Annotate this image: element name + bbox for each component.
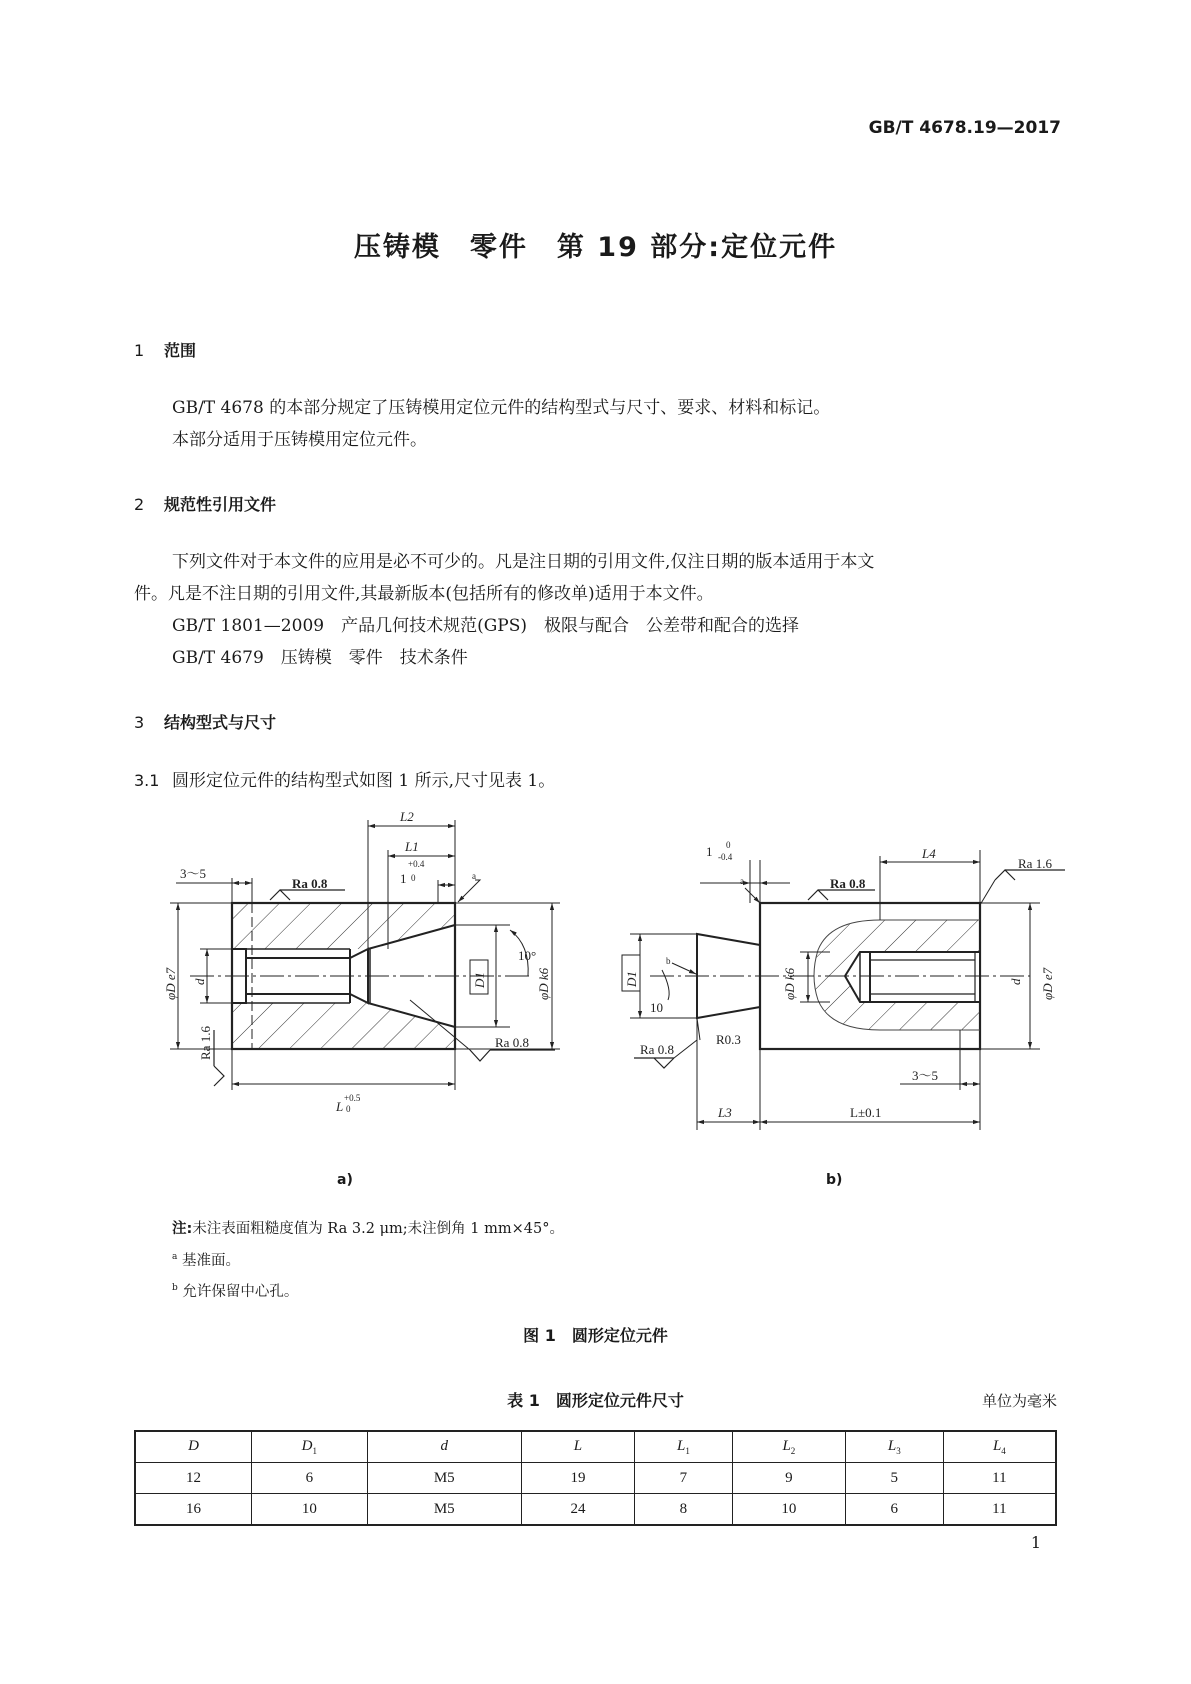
tolerance-label: +0.4: [408, 859, 425, 869]
section-title: 结构型式与尺寸: [164, 713, 277, 732]
table-cell: 11: [943, 1463, 1056, 1494]
section-title: 规范性引用文件: [164, 495, 277, 514]
column-header: $L_4$: [943, 1431, 1056, 1463]
tolerance-label: 0: [411, 873, 416, 883]
footnote-a: [172, 1249, 240, 1270]
paragraph: GB/T 4678 的本部分规定了压铸模用定位元件的结构型式与尺寸、要求、材料和标记。: [172, 398, 831, 418]
standard-code: GB/T 4678.19—2017: [868, 118, 1061, 138]
column-header: $D_1$: [252, 1431, 367, 1463]
table-header-row: [135, 1431, 1056, 1463]
page-title: 压铸模 零件 第 19 部分:定位元件: [353, 232, 838, 263]
paragraph: 下列文件对于本文件的应用是必不可少的。凡是注日期的引用文件,仅注日期的版本适用于本文: [172, 552, 875, 572]
column-header: D: [135, 1431, 252, 1463]
figure-caption: 图 1 圆形定位元件: [523, 1326, 668, 1345]
table-cell: 10: [732, 1494, 845, 1526]
dim-label: R0.3: [716, 1032, 741, 1047]
footnote-mark: b: [172, 1283, 178, 1294]
table-row: [135, 1494, 1056, 1526]
roughness-label: Ra 1.6: [1018, 856, 1052, 871]
table-unit: 单位为毫米: [981, 1392, 1057, 1410]
column-header: $L_3$: [845, 1431, 943, 1463]
table-cell: 24: [521, 1494, 634, 1526]
note-text: 未注表面粗糙度值为 Ra 3.2 μm;未注倒角 1 mm×45°。: [192, 1221, 564, 1237]
dim-label: φD e7: [1040, 967, 1055, 1000]
roughness-label: Ra 0.8: [830, 876, 866, 891]
table-cell: M5: [367, 1494, 521, 1526]
dim-label: d: [192, 978, 207, 985]
roughness-label: Ra 1.6: [198, 1026, 213, 1060]
reference-item: GB/T 1801—2009 产品几何技术规范(GPS) 极限与配合 公差带和配合的选择: [172, 616, 799, 636]
table-cell: 9: [732, 1463, 845, 1494]
section-title: 范围: [164, 341, 197, 360]
dim-label: L1: [405, 839, 419, 854]
dim-label: L: [336, 1099, 344, 1114]
roughness-label: Ra 0.8: [495, 1035, 529, 1050]
section-3-heading: [134, 710, 276, 733]
footnote-text: 允许保留中心孔。: [182, 1284, 299, 1300]
column-header: L: [521, 1431, 634, 1463]
section-number: 3: [134, 713, 145, 732]
clause-3-1: [134, 764, 555, 798]
section-number: 1: [134, 341, 145, 360]
figure-b-label: b): [826, 1172, 843, 1188]
section-number: 2: [134, 495, 145, 514]
paragraph: 本部分适用于压铸模用定位元件。: [172, 430, 427, 450]
column-header: $L_1$: [635, 1431, 733, 1463]
center-hole-mark: b: [666, 956, 671, 966]
datum-mark: a: [740, 876, 744, 886]
dim-label: d: [1008, 978, 1023, 985]
dim-label: L±0.1: [850, 1105, 882, 1120]
dim-label: φD e7: [163, 967, 178, 1000]
dim-label: L3: [718, 1105, 732, 1120]
table-cell: M5: [367, 1463, 521, 1494]
dim-label: φD k6: [536, 967, 551, 1000]
table-caption: 表 1 圆形定位元件尺寸: [507, 1391, 684, 1410]
reference-item: GB/T 4679 压铸模 零件 技术条件: [172, 648, 468, 668]
tolerance-label: -0.4: [718, 852, 733, 862]
angle-label: 10°: [518, 948, 537, 963]
angle-label: 10: [650, 1000, 663, 1015]
figure-a-label: a): [337, 1172, 353, 1188]
section-1-heading: [134, 338, 196, 361]
page-number: 1: [1030, 1533, 1041, 1552]
column-header: $L_2$: [732, 1431, 845, 1463]
roughness-label: Ra 0.8: [640, 1042, 674, 1057]
dim-label: 1: [400, 871, 407, 886]
table-cell: 10: [252, 1494, 367, 1526]
figure-b: [622, 850, 1065, 1130]
table-cell: 11: [943, 1494, 1056, 1526]
dimension-table: [134, 1430, 1057, 1526]
dim-label: 1: [706, 844, 713, 859]
tolerance-label: 0: [346, 1104, 351, 1114]
footnote-mark: a: [172, 1252, 178, 1263]
table-cell: 8: [635, 1494, 733, 1526]
table-cell: 7: [635, 1463, 733, 1494]
dim-label: D1: [472, 972, 487, 988]
dim-label: 3～5: [912, 1068, 939, 1083]
clause-text: 圆形定位元件的结构型式如图 1 所示,尺寸见表 1。: [172, 771, 556, 791]
dim-label: D1: [624, 971, 639, 987]
dim-label: φD k6: [782, 967, 797, 1000]
datum-mark: a: [472, 871, 476, 881]
figure-1-drawing: [0, 800, 1191, 1180]
table-cell: 5: [845, 1463, 943, 1494]
tolerance-label: 0: [726, 840, 731, 850]
table-row: [135, 1463, 1056, 1494]
note-label: 注:: [172, 1221, 193, 1237]
table-cell: 16: [135, 1494, 252, 1526]
table-cell: 12: [135, 1463, 252, 1494]
figure-note: [172, 1217, 564, 1238]
footnote-text: 基准面。: [181, 1253, 240, 1269]
section-2-heading: [134, 492, 276, 515]
tolerance-label: +0.5: [344, 1093, 361, 1103]
column-header: d: [367, 1431, 521, 1463]
paragraph: 件。凡是不注日期的引用文件,其最新版本(包括所有的修改单)适用于本文件。: [134, 584, 714, 604]
table-cell: 6: [252, 1463, 367, 1494]
table-cell: 6: [845, 1494, 943, 1526]
dim-label: 3～5: [180, 866, 207, 881]
table-cell: 19: [521, 1463, 634, 1494]
dim-label: L4: [922, 846, 936, 861]
footnote-b: [172, 1280, 298, 1301]
dim-label: L2: [400, 809, 414, 824]
clause-number: 3.1: [134, 771, 160, 790]
roughness-label: Ra 0.8: [292, 876, 328, 891]
